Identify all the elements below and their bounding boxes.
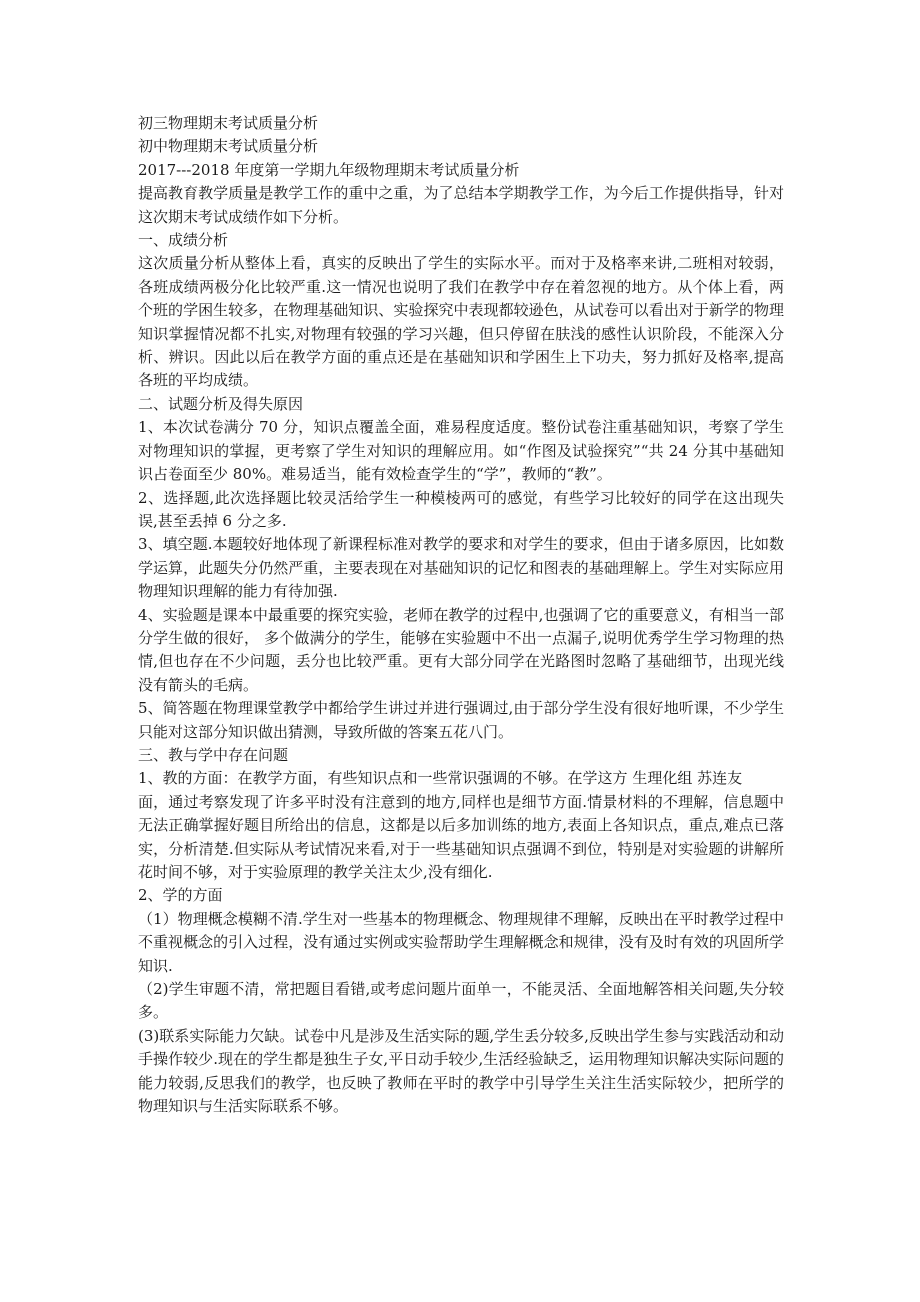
section-heading-3: 三、教与学中存在问题 <box>138 745 289 764</box>
paragraph-learning-2: （2)学生审题不清，常把题目看错,或考虑问题片面单一，不能灵活、全面地解答相关问题,失分较多。 <box>138 980 784 1022</box>
document-body <box>138 112 784 1118</box>
paragraph-item-3: 3、填空题.本题较好地体现了新课程标准对教学的要求和对学生的要求，但由于诸多原因，比如数学运算，此题失分仍然严重，主要表现在对基础知识的记忆和图表的基础理解上。学生对实际应用物理知识理解的能力有待加强. <box>138 535 784 601</box>
paragraph-item-1: 1、本次试卷满分 70 分，知识点覆盖全面，难易程度适度。整份试卷注重基础知识，考察了学生对物理知识的掌握，更考察了学生对知识的理解应用。如“作图及试验探究”“共 24 分其中基础知识占卷面至少 80%。难易适当，能有效检查学生的“学”，教师的“教”。 <box>138 418 784 484</box>
paragraph-intro: 提高教育教学质量是教学工作的重中之重，为了总结本学期教学工作，为今后工作提供指导，针对这次期末考试成绩作如下分析。 <box>138 184 784 226</box>
paragraph-item-5: 5、简答题在物理课堂教学中都给学生讲过并进行强调过,由于部分学生没有很好地听课，不少学生只能对这部分知识做出猜测，导致所做的答案五花八门。 <box>138 699 784 741</box>
doc-subtitle: 初中物理期末考试质量分析 <box>138 137 319 156</box>
paragraph-score-analysis: 这次质量分析从整体上看，真实的反映出了学生的实际水平。而对于及格率来讲,二班相对较弱，各班成绩两极分化比较严重.这一情况也说明了我们在教学中存在着忽视的地方。从个体上看，两个班的学困生较多，在物理基础知识、实验探究中表现都较逊色，从试卷可以看出对于新学的物理知识掌握情况都不扎实,对物理有较强的学习兴趣，但只停留在肤浅的感性认识阶段，不能深入分析、辨识。因此以后在教学方面的重点还是在基础知识和学困生上下功夫，努力抓好及格率,提高各班的平均成绩。 <box>138 254 784 390</box>
paragraph-teaching-1: 1、教的方面：在教学方面，有些知识点和一些常识强调的不够。在学这方 生理化组 苏连友 <box>138 769 743 788</box>
doc-heading-term: 2017---2018 年度第一学期九年级物理期末考试质量分析 <box>138 160 520 179</box>
paragraph-learning-1: （1）物理概念模糊不清.学生对一些基本的物理概念、物理规律不理解，反映出在平时教学过程中不重视概念的引入过程，没有通过实例或实验帮助学生理解概念和规律，没有及时有效的巩固所学知识. <box>138 909 784 975</box>
section-heading-2: 二、试题分析及得失原因 <box>138 394 304 413</box>
doc-title: 初三物理期末考试质量分析 <box>138 114 319 132</box>
section-heading-1: 一、成绩分析 <box>138 231 229 250</box>
paragraph-item-2: 2、选择题,此次选择题比较灵活给学生一种模棱两可的感觉，有些学习比较好的同学在这出现失误,甚至丢掉 6 分之多. <box>138 488 784 530</box>
paragraph-learning-3: (3)联系实际能力欠缺。试卷中凡是涉及生活实际的题,学生丢分较多,反映出学生参与实践活动和动手操作较少.现在的学生都是独生子女,平日动手较少,生活经验缺乏，运用物理知识解决实际问题的能力较弱,反思我们的教学，也反映了教师在平时的教学中引导学生关注生活实际较少，把所学的物理知识与生活实际联系不够。 <box>138 1026 784 1116</box>
paragraph-teaching-1-cont: 面，通过考察发现了许多平时没有注意到的地方,同样也是细节方面.情景材料的不理解，信息题中无法正确掌握好题目所给出的信息，这都是以后多加训练的地方,表面上各知识点，重点,难点已落实，分析清楚.但实际从考试情况来看,对于一些基础知识点强调不到位，特别是对实验题的讲解所花时间不够，对于实验原理的教学关注太少,没有细化. <box>138 792 784 881</box>
subheading-learning: 2、学的方面 <box>138 886 223 905</box>
paragraph-item-4: 4、实验题是课本中最重要的探究实验，老师在教学的过程中,也强调了它的重要意义，有相当一部分学生做的很好， 多个做满分的学生，能够在实验题中不出一点漏子,说明优秀学生学习物理的热情,但也存在不少问题，丢分也比较严重。更有大部分同学在光路图时忽略了基础细节，出现光线没有箭头的毛病。 <box>138 605 784 694</box>
